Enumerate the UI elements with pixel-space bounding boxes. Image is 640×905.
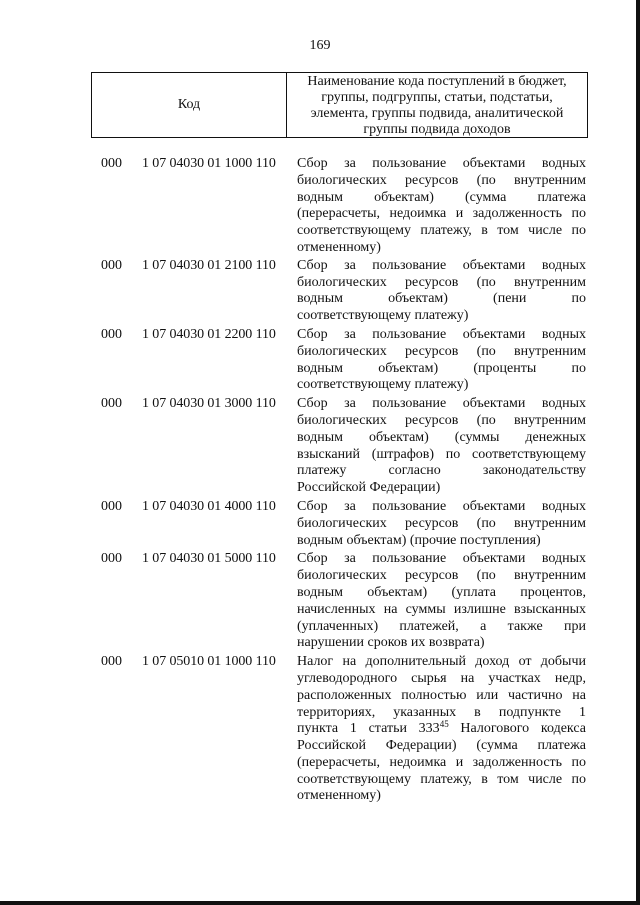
row-description <box>297 654 586 805</box>
page-number: 169 <box>309 38 331 53</box>
table-header <box>91 72 588 138</box>
row-line: Сбор за пользование объектами водных <box>297 257 586 273</box>
row-line: биологических ресурсов (по внутренним <box>297 515 586 531</box>
row-line-tail: Налогового кодекса <box>448 721 586 737</box>
row-prefix: 000 <box>101 326 122 342</box>
table-row <box>0 258 640 325</box>
row-line: платежу согласно законодательству <box>297 463 586 479</box>
row-line: Российской Федерации) <box>297 480 441 496</box>
row-line: соответствующему платежу, в том числе по <box>297 771 586 787</box>
row-prefix: 000 <box>101 396 122 412</box>
row-line: водным объектам) (пени по <box>297 291 586 307</box>
row-line: (перерасчеты, недоимка и задолженность по <box>297 206 586 222</box>
row-line: Сбор за пользование объектами водных <box>297 498 586 514</box>
header-name-line: группы, подгруппы, статьи, подстатьи, <box>321 90 553 105</box>
row-line: водным объектам) (сумма платежа <box>297 189 586 205</box>
row-code: 1 07 04030 01 2100 110 <box>142 257 276 273</box>
row-line: соответствующему платежу) <box>297 377 469 393</box>
row-line: Сбор за пользование объектами водных <box>297 396 586 412</box>
row-description <box>297 258 586 325</box>
row-description <box>297 499 586 549</box>
row-line: Налог на дополнительный доход от добычи <box>297 654 586 670</box>
row-line: биологических ресурсов (по внутренним <box>297 172 586 188</box>
row-line: соответствующему платежу, в том числе по <box>297 223 586 239</box>
row-prefix: 000 <box>101 257 122 273</box>
row-line: биологических ресурсов (по внутренним <box>297 343 586 359</box>
row-line: отмененному) <box>297 239 381 255</box>
row-prefix: 000 <box>101 551 122 567</box>
row-code: 1 07 05010 01 1000 110 <box>142 654 276 670</box>
row-description <box>297 551 586 652</box>
header-name-line: группы подвида доходов <box>363 122 511 137</box>
table-row <box>0 499 640 549</box>
row-code: 1 07 04030 01 1000 110 <box>142 156 276 171</box>
row-description <box>297 396 586 497</box>
row-prefix: 000 <box>101 156 122 171</box>
superscript: 45 <box>439 719 449 730</box>
row-line: начисленных на суммы излишне взысканных <box>297 601 586 617</box>
row-code: 1 07 04030 01 5000 110 <box>142 551 276 567</box>
row-line: биологических ресурсов (по внутренним <box>297 274 586 290</box>
header-code-label: Код <box>92 73 287 137</box>
row-description <box>297 327 586 394</box>
row-prefix: 000 <box>101 654 122 670</box>
row-line: водным объектам) (проценты по <box>297 360 586 376</box>
row-line: пункта 1 статьи 333 <box>297 721 440 737</box>
row-line: биологических ресурсов (по внутренним <box>297 412 586 428</box>
row-line: соответствующему платежу) <box>297 308 469 324</box>
table-row <box>0 327 640 394</box>
row-line: (перерасчеты, недоимка и задолженность по <box>297 754 586 770</box>
row-line: водным объектам) (суммы денежных <box>297 429 586 445</box>
row-description <box>297 156 586 257</box>
row-line: биологических ресурсов (по внутренним <box>297 568 586 584</box>
row-line: взысканий (штрафов) по соответствующему <box>297 446 586 462</box>
row-prefix: 000 <box>101 498 122 514</box>
table-row <box>0 396 640 497</box>
row-code: 1 07 04030 01 2200 110 <box>142 326 276 342</box>
table-row <box>0 654 640 805</box>
row-code: 1 07 04030 01 3000 110 <box>142 396 276 412</box>
row-line: водным объектам) (уплата процентов, <box>297 584 586 600</box>
row-line: Сбор за пользование объектами водных <box>297 156 586 171</box>
table-row <box>0 156 640 257</box>
row-line: отмененному) <box>297 788 381 804</box>
row-line: расположенных полностью или частично на <box>297 687 586 703</box>
row-line: Сбор за пользование объектами водных <box>297 551 586 567</box>
row-line: Сбор за пользование объектами водных <box>297 326 586 342</box>
row-line: водным объектам) (прочие поступления) <box>297 532 541 548</box>
row-line: нарушении сроков их возврата) <box>297 635 485 651</box>
table-row <box>0 551 640 652</box>
table-body <box>0 156 640 805</box>
row-line: (уплаченных) платежей, а также при <box>297 618 586 634</box>
row-line: территориях, указанных в подпункте 1 <box>297 704 586 720</box>
row-code: 1 07 04030 01 4000 110 <box>142 498 276 514</box>
header-name-line: Наименование кода поступлений в бюджет, <box>307 74 567 89</box>
row-line: углеводородного сырья на участках недр, <box>297 670 586 686</box>
row-line-with-superscript <box>297 721 586 738</box>
row-line: Российской Федерации) (сумма платежа <box>297 738 586 754</box>
header-name-line: элемента, группы подвида, аналитической <box>310 106 564 121</box>
header-name-label <box>287 73 587 137</box>
